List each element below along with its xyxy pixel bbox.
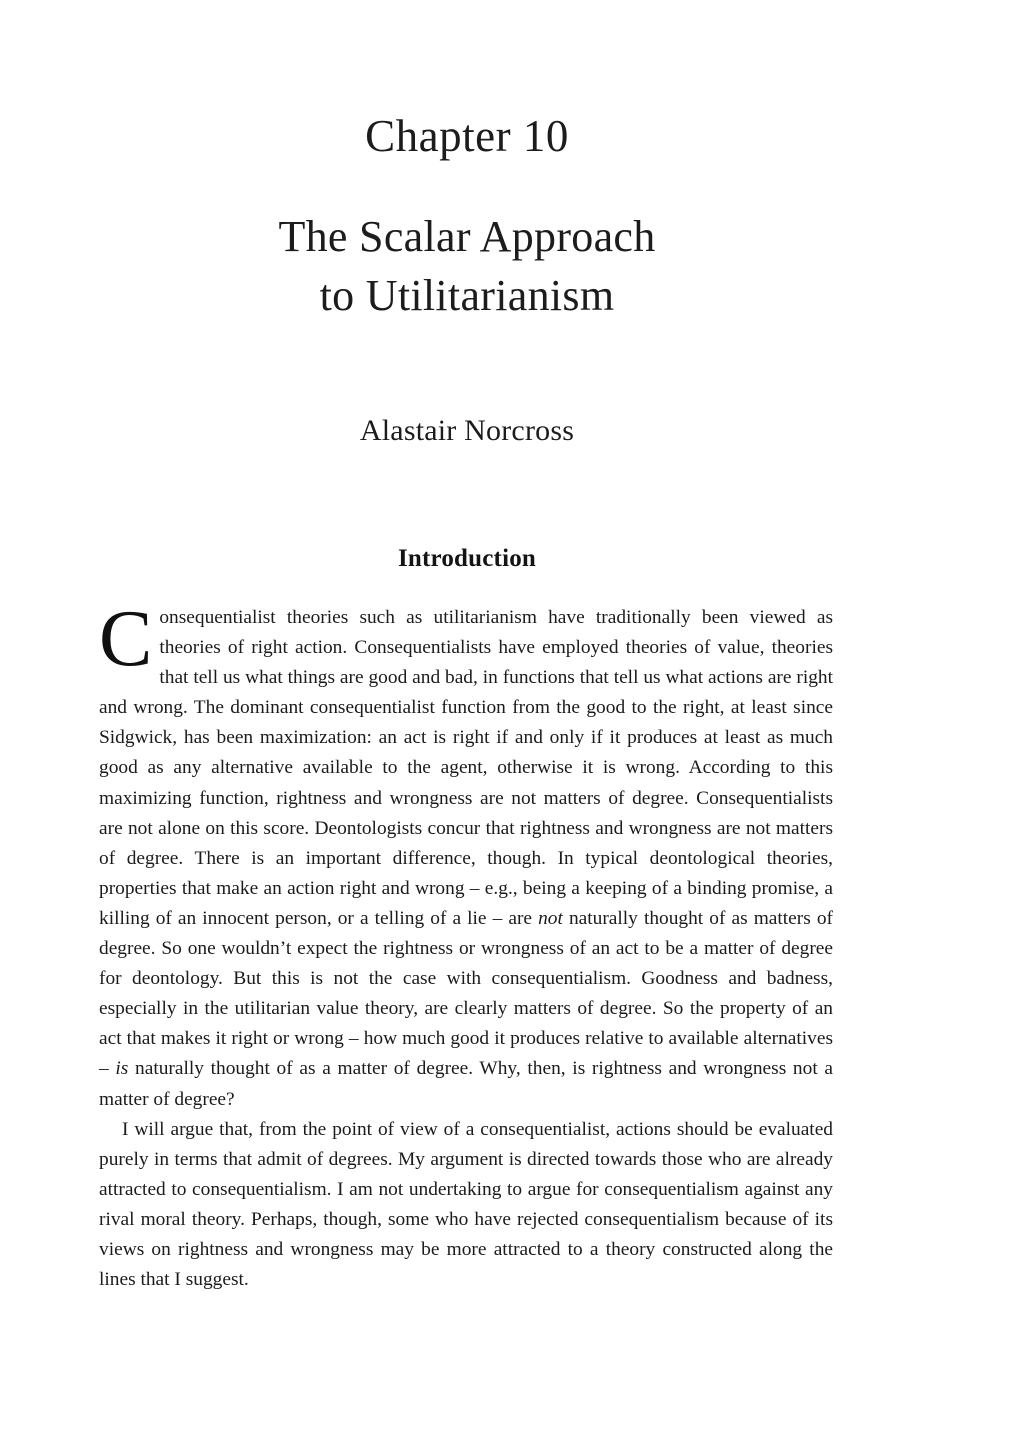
- paragraph-2: I will argue that, from the point of view of a consequentialist, actions should be evaluated purely in terms that admit of degrees. My argument is directed towards those who are already attracted to consequentialism. I am not undertaking to argue for consequentialism against any rival moral theory. Perhaps, though, some who have rejected consequentialism because of its views on rightness and wrongness may be more attracted to a theory constructed along the lines that I suggest.: [99, 1118, 833, 1291]
- chapter-title-line-2: to Utilitarianism: [319, 270, 615, 320]
- paragraph-1-emphasis-is: is: [115, 1058, 129, 1080]
- author-name: Alastair Norcross: [359, 414, 575, 447]
- drop-cap-letter: C: [99, 595, 153, 683]
- chapter-title: [0, 208, 934, 325]
- section-heading-introduction: Introduction: [397, 545, 537, 572]
- chapter-title-line-1: The Scalar Approach: [278, 212, 656, 261]
- paragraph-1-emphasis-not: not: [538, 907, 563, 929]
- body-text-column: [99, 595, 833, 1295]
- chapter-number: Chapter 10: [365, 111, 569, 161]
- paragraph-1-segment-c: naturally thought of as a matter of degree. Why, then, is rightness and wrongness not a matter of degree?: [99, 1058, 833, 1110]
- paragraph-1-segment-b: naturally thought of as matters of degree. So one wouldn’t expect the rightness or wrongness of an act to be a matter of degree for deontology. But this is not the case with consequentialism. Goodness and badness, especially in the utilitarian value theory, are clearly matters of degree. So the property of an act that makes it right or wrong – how much good it produces relative to available alternatives –: [99, 907, 833, 1080]
- paragraph-1-segment-a: onsequentialist theories such as utilitarianism have traditionally been viewed as theories of right action. Consequentialists have employed theories of value, theories that tell us what things are good and bad, in functions that tell us what actions are right and wrong. The dominant consequentialist function from the good to the right, at least since Sidgwick, has been maximization: an act is right if and only if it produces at least as much good as any alternative available to the agent, otherwise it is wrong. According to this maximizing function, rightness and wrongness are not matters of degree. Consequentialists are not alone on this score. Deontologists concur that rightness and wrongness are not matters of degree. There is an important difference, though. In typical deontological theories, properties that make an action right and wrong – e.g., being a keeping of a binding promise, a killing of an innocent person, or a telling of a lie – are: [99, 607, 833, 929]
- paragraph-1: [99, 595, 833, 1115]
